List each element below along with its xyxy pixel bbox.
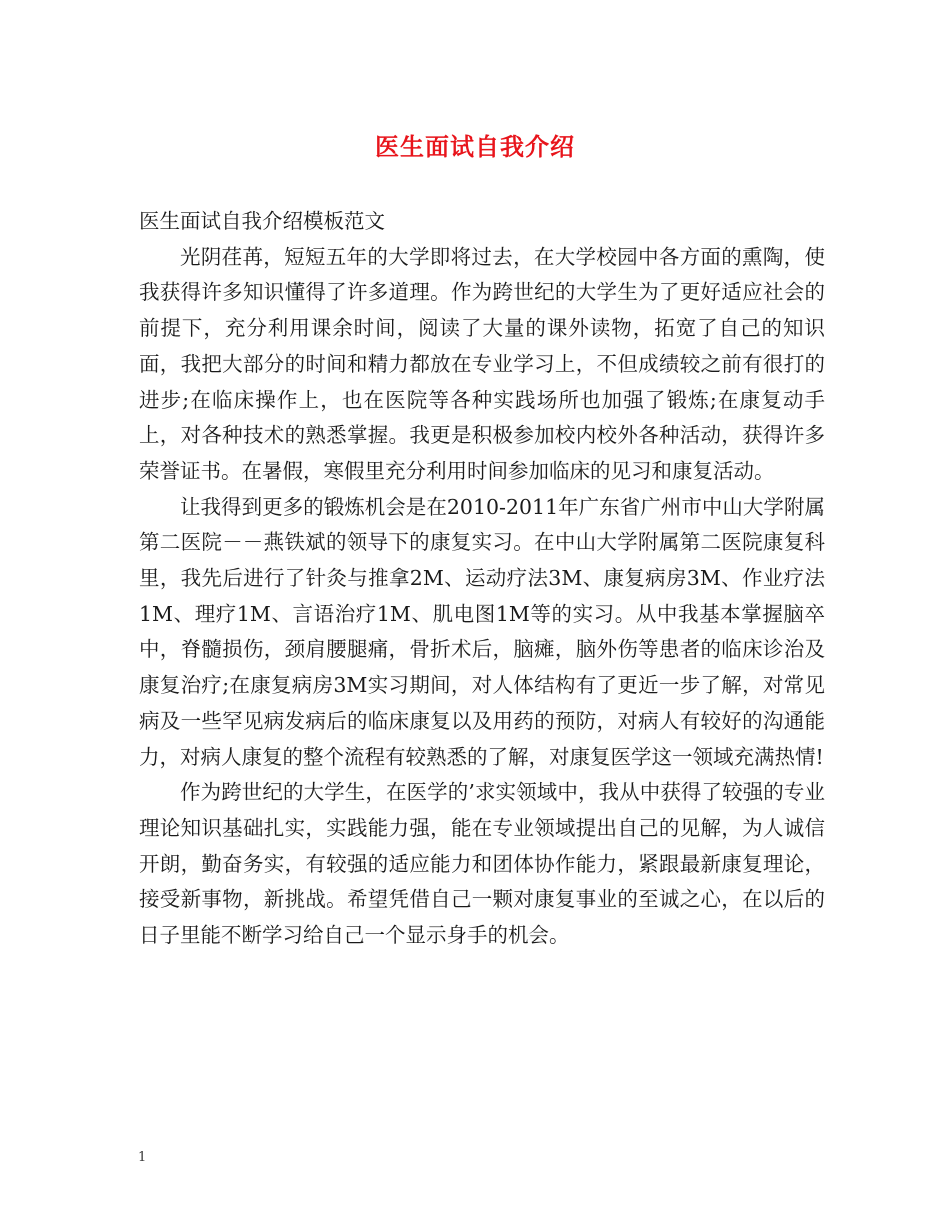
- paragraph-1: 光阴荏苒，短短五年的大学即将过去，在大学校园中各方面的熏陶，使我获得许多知识懂得了许多道理。作为跨世纪的大学生为了更好适应社会的前提下，充分利用课余时间，阅读了大量的课外读物，拓宽了自己的知识面，我把大部分的时间和精力都放在专业学习上，不但成绩较之前有很打的进步;在临床操作上，也在医院等各种实践场所也加强了锻炼;在康复动手上，对各种技术的熟悉掌握。我更是积极参加校内校外各种活动，获得许多荣誉证书。在暑假，寒假里充分利用时间参加临床的见习和康复活动。: [139, 244, 825, 483]
- paragraph-2: 让我得到更多的锻炼机会是在2010-2011年广东省广州市中山大学附属第二医院－－燕铁斌的领导下的康复实习。在中山大学附属第二医院康复科里，我先后进行了针灸与推拿2M、运动疗法3M、康复病房3M、作业疗法1M、理疗1M、言语治疗1M、肌电图1M等的实习。从中我基本掌握脑卒中，脊髓损伤，颈肩腰腿痛，骨折术后，脑瘫，脑外伤等患者的临床诊治及康复治疗;在康复病房3M实习期间，对人体结构有了更近一步了解，对常见病及一些罕见病发病后的临床康复以及用药的预防，对病人有较好的沟通能力，对病人康复的整个流程有较熟悉的了解，对康复医学这一领域充满热情!: [139, 494, 825, 769]
- paragraph-3: 作为跨世纪的大学生，在医学的’求实领域中，我从中获得了较强的专业理论知识基础扎实，实践能力强，能在专业领域提出自己的见解，为人诚信开朗，勤奋务实，有较强的适应能力和团体协作能力，紧跟最新康复理论，接受新事物，新挑战。希望凭借自己一颗对康复事业的至诚之心，在以后的日子里能不断学习给自己一个显示身手的机会。: [139, 780, 825, 948]
- document-body: [139, 204, 825, 954]
- document-title: 医生面试自我介绍: [375, 132, 575, 161]
- page-number: 1: [138, 1150, 147, 1165]
- document-subtitle: 医生面试自我介绍模板范文: [139, 209, 385, 233]
